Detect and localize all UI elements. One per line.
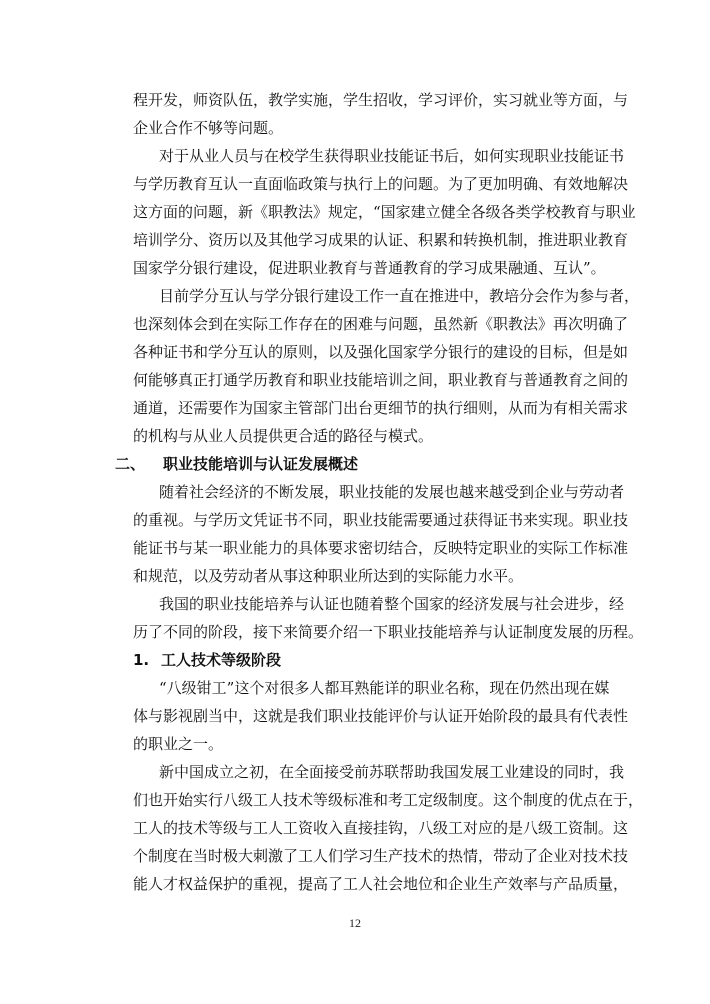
paragraph-4 (133, 478, 629, 590)
subsection-title: 工人技术等级阶段 (161, 651, 282, 669)
text-line: 历了不同的阶段，接下来简要介绍一下职业技能培养与认证制度发展的历程。 (133, 623, 644, 641)
text-line: 各种证书和学分互认的原则，以及强化国家学分银行的建设的目标，但是如 (133, 343, 629, 361)
section-title: 职业技能培训与认证发展概述 (163, 455, 359, 473)
text-line: 国家学分银行建设，促进职业教育与普通教育的学习成果融通、互认”。 (133, 259, 606, 277)
text-line: 的职业之一。 (133, 735, 224, 753)
text-line: 企业合作不够等问题。 (133, 119, 284, 137)
text-line: 体与影视剧当中，这就是我们职业技能评价与认证开始阶段的最具有代表性 (133, 707, 629, 725)
text-line: 程开发，师资队伍，教学实施，学生招收，学习评价，实习就业等方面，与 (133, 91, 629, 109)
paragraph-3 (133, 282, 640, 450)
text-line: 与学历教育互认一直面临政策与执行上的问题。为了更加明确、有效地解决 (133, 175, 629, 193)
text-line: 和规范，以及劳动者从事这种职业所达到的实际能力水平。 (133, 567, 524, 585)
text-line: 新中国成立之初，在全面接受前苏联帮助我国发展工业建设的同时，我 (159, 763, 625, 781)
text-line: 何能够真正打通学历教育和职业技能培训之间，职业教育与普通教育之间的 (133, 371, 629, 389)
paragraph-1 (133, 86, 629, 142)
text-line: 我国的职业技能培养与认证也随着整个国家的经济发展与社会进步，经 (159, 595, 625, 613)
text-line: 个制度在当时极大刺激了工人们学习生产技术的热情，带动了企业对技术技 (133, 847, 629, 865)
paragraph-2 (133, 142, 636, 282)
text-line: 的机构与从业人员提供更合适的路径与模式。 (133, 427, 434, 445)
text-line: 对于从业人员与在校学生获得职业技能证书后，如何实现职业技能证书 (159, 147, 625, 165)
text-line: 也深刻体会到在实际工作存在的困难与问题，虽然新《职教法》再次明确了 (133, 315, 629, 333)
text-line: 这方面的问题，新《职教法》规定，“国家建立健全各级各类学校教育与职业 (133, 203, 636, 221)
page-number: 12 (349, 916, 361, 930)
text-line: 能人才权益保护的重视，提高了工人社会地位和企业生产效率与产品质量， (133, 875, 629, 893)
text-line: 随着社会经济的不断发展，职业技能的发展也越来越受到企业与劳动者 (159, 483, 625, 501)
text-line: 目前学分互认与学分银行建设工作一直在推进中，教培分会作为参与者， (159, 287, 640, 305)
text-line: 培训学分、资历以及其他学习成果的认证、积累和转换机制，推进职业教育 (133, 231, 629, 249)
paragraph-5 (133, 590, 644, 646)
document-page (115, 86, 644, 898)
section-number: 二、 (115, 455, 146, 473)
subsection-heading (133, 646, 609, 674)
subsection-number: 1. (133, 651, 150, 669)
paragraph-7 (133, 758, 644, 898)
text-line: 们也开始实行八级工人技术等级标准和考工定级制度。这个制度的优点在于， (133, 791, 644, 809)
text-line: “八级钳工”这个对很多人都耳熟能详的职业名称，现在仍然出现在媒 (159, 679, 610, 697)
text-line: 通道，还需要作为国家主管部门出台更细节的执行细则，从而为有相关需求 (133, 399, 629, 417)
section-heading (115, 450, 609, 478)
text-line: 的重视。与学历文凭证书不同，职业技能需要通过获得证书来实现。职业技 (133, 511, 629, 529)
paragraph-6 (133, 674, 629, 758)
text-line: 能证书与某一职业能力的具体要求密切结合，反映特定职业的实际工作标准 (133, 539, 629, 557)
text-line: 工人的技术等级与工人工资收入直接挂钩，八级工对应的是八级工资制。这 (133, 819, 629, 837)
